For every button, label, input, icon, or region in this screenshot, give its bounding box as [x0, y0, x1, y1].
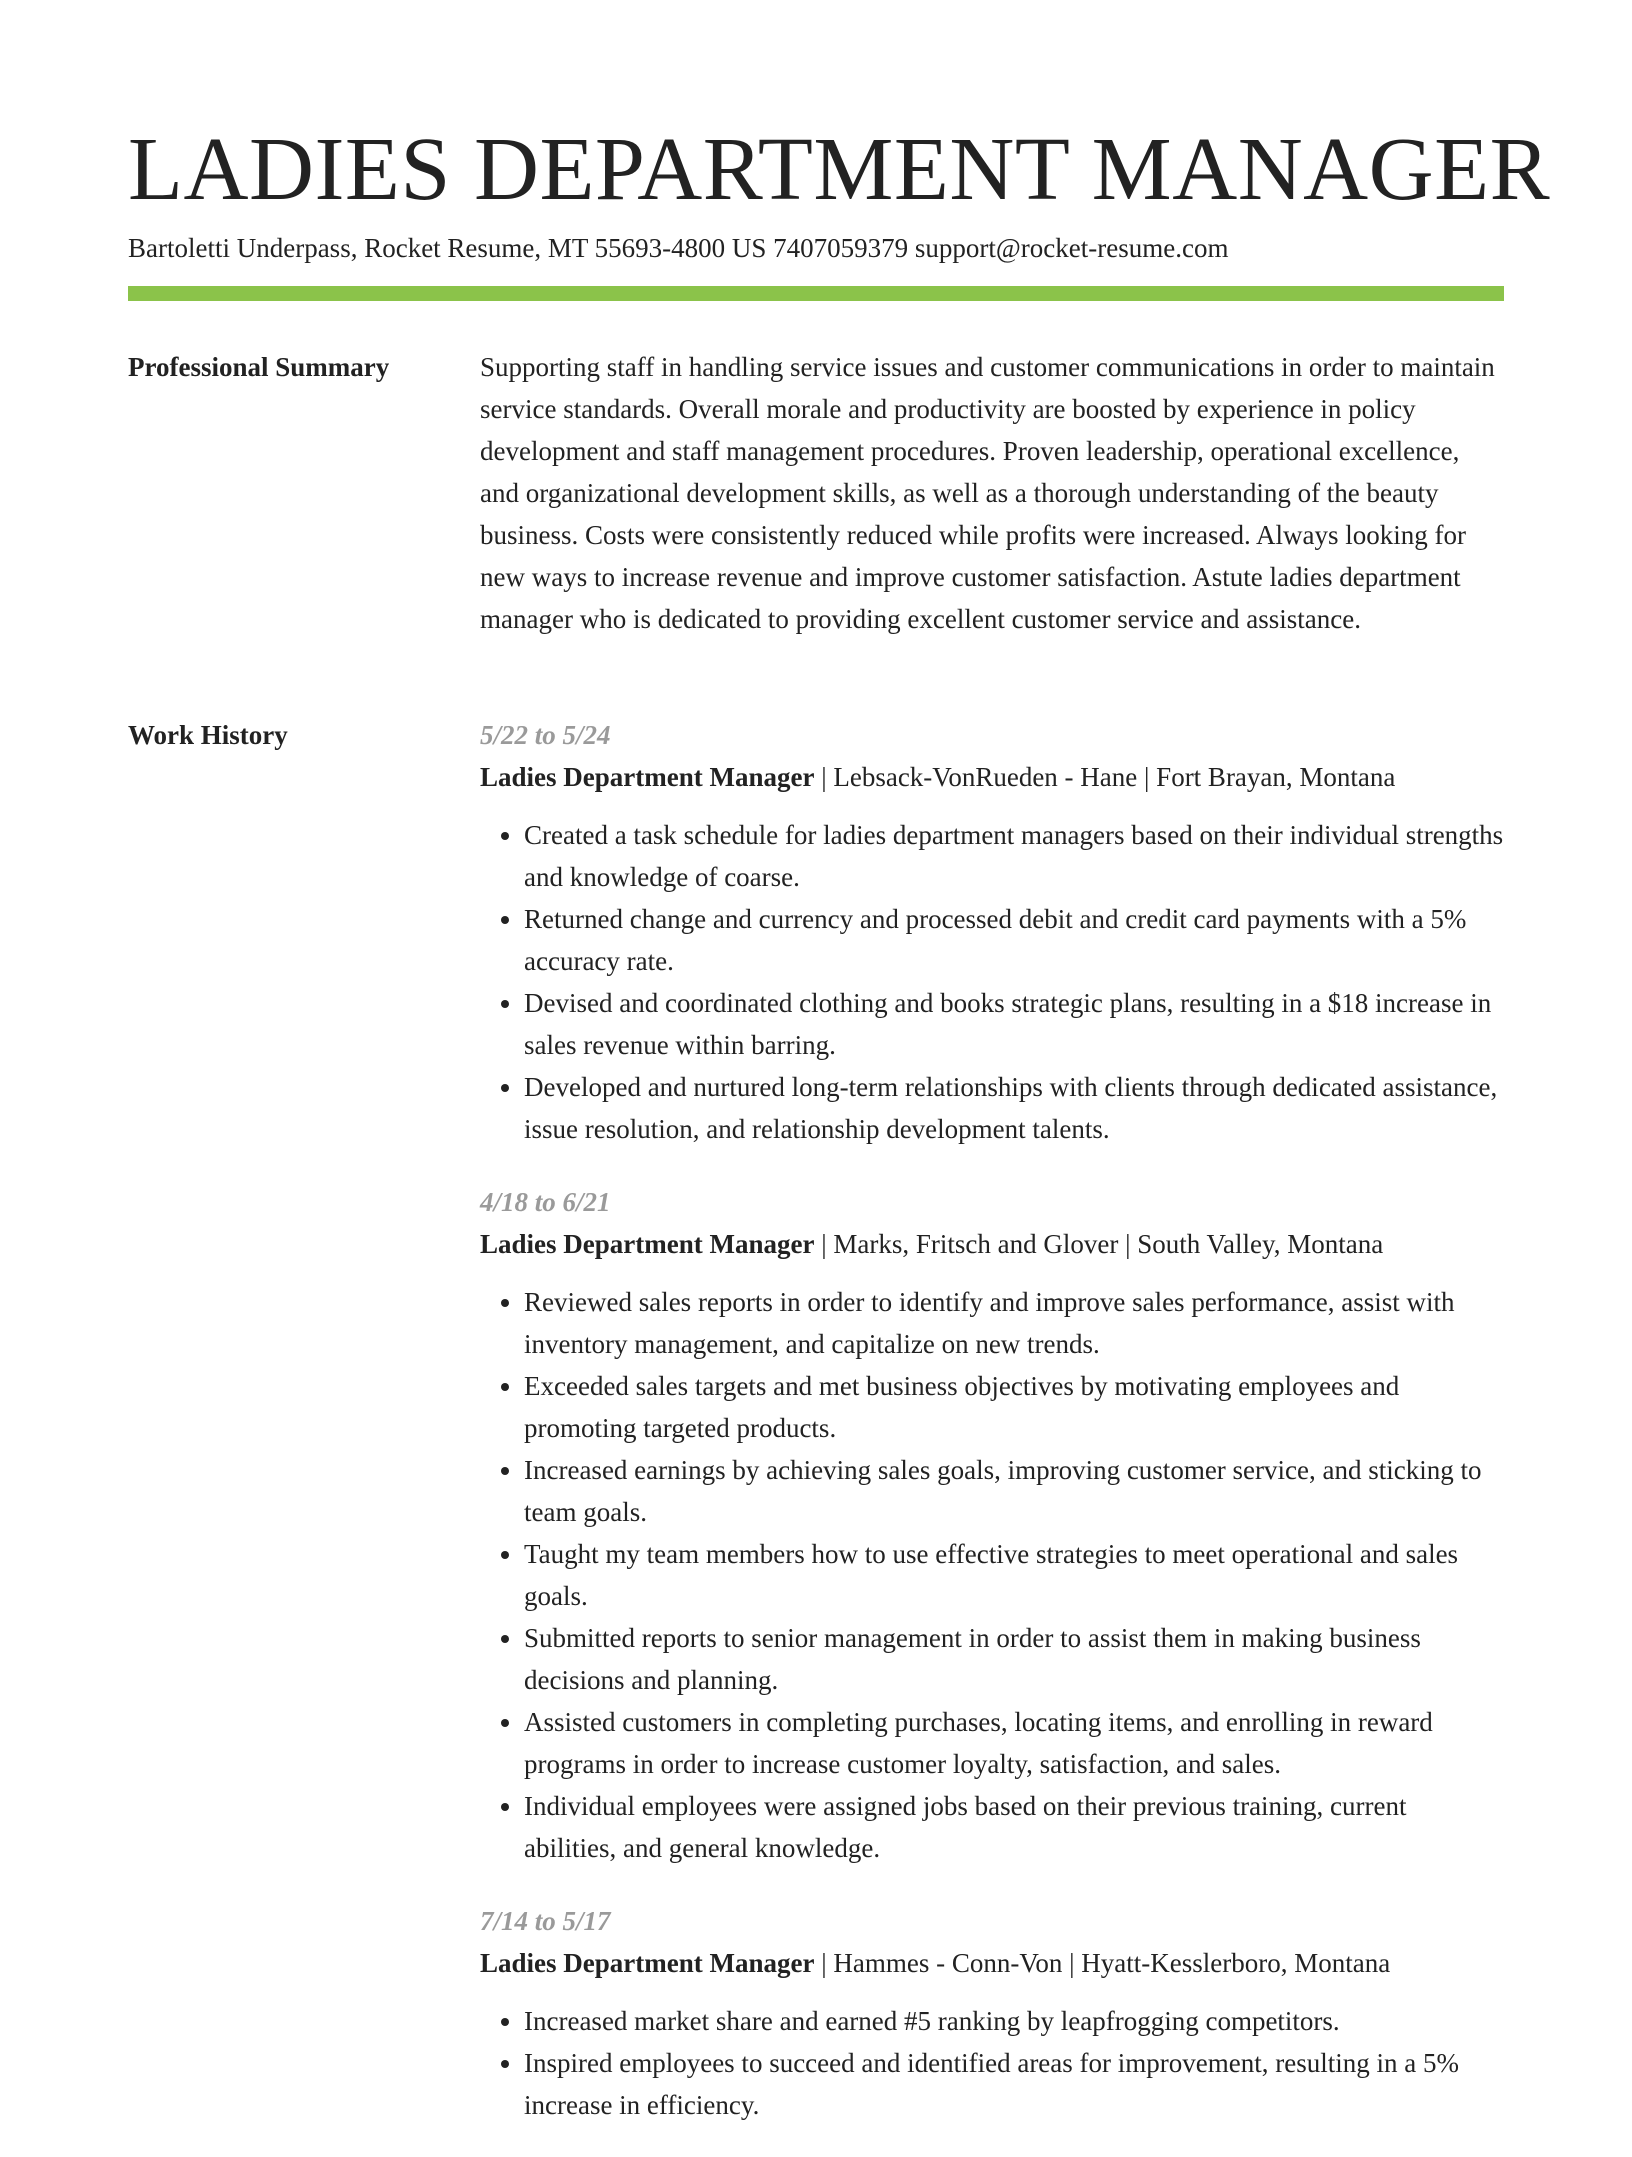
job-separator: |: [814, 762, 834, 792]
job-bullet: • Increased market share and earned #5 ranking by leapfrogging competitors.: [524, 2000, 1504, 2042]
job-separator: |: [1118, 1229, 1138, 1259]
job-separator: |: [814, 1229, 834, 1259]
accent-divider: [128, 286, 1504, 301]
job-dates: 7/14 to 5/17: [480, 1906, 611, 1936]
job-bullet: • Increased earnings by achieving sales goals, improving customer service, and sticking to team goals.: [524, 1449, 1504, 1533]
job-location: Hyatt-Kesslerboro, Montana: [1081, 1948, 1391, 1978]
job-bullet: • Assisted customers in completing purchases, locating items, and enrolling in reward programs in order to increase customer loyalty, satisfaction, and sales.: [524, 1701, 1504, 1785]
summary-section: [480, 346, 1504, 640]
job-company: Hammes - Conn-Von: [833, 1948, 1063, 1978]
job-separator: |: [1062, 1948, 1082, 1978]
job-dates: 5/22 to 5/24: [480, 720, 611, 750]
job-bullet: • Returned change and currency and processed debit and credit card payments with a 5% accuracy rate.: [524, 898, 1504, 982]
job-bullet: • Created a task schedule for ladies department managers based on their individual strengths and knowledge of coarse.: [524, 814, 1504, 898]
job-company: Lebsack-VonRueden - Hane: [833, 762, 1138, 792]
resume-title: LADIES DEPARTMENT MANAGER: [128, 120, 1551, 219]
job-bullet: • Individual employees were assigned jobs based on their previous training, current abilities, and general knowledge.: [524, 1785, 1504, 1869]
job-separator: |: [814, 1948, 834, 1978]
job-entry: [480, 714, 1504, 1150]
job-bullets: [480, 1281, 1504, 1869]
job-title: Ladies Department Manager: [480, 1948, 815, 1978]
job-title: Ladies Department Manager: [480, 1229, 815, 1259]
work-history-section: [480, 714, 1504, 2157]
job-bullet: • Submitted reports to senior management in order to assist them in making business decisions and planning.: [524, 1617, 1504, 1701]
job-entry: [480, 1181, 1504, 1869]
job-bullet: • Inspired employees to succeed and identified areas for improvement, resulting in a 5% increase in efficiency.: [524, 2042, 1504, 2126]
job-entry: [480, 1900, 1504, 2126]
job-location: South Valley, Montana: [1137, 1229, 1384, 1259]
job-bullet: • Exceeded sales targets and met business objectives by motivating employees and promoting targeted products.: [524, 1365, 1504, 1449]
job-company: Marks, Fritsch and Glover: [833, 1229, 1119, 1259]
job-dates: 4/18 to 6/21: [480, 1187, 611, 1217]
job-bullets: [480, 2000, 1504, 2126]
job-title: Ladies Department Manager: [480, 762, 815, 792]
job-location: Fort Brayan, Montana: [1156, 762, 1396, 792]
job-separator: |: [1137, 762, 1157, 792]
job-header: [480, 1223, 1504, 1265]
job-bullets: [480, 814, 1504, 1150]
job-bullet: • Taught my team members how to use effective strategies to meet operational and sales goals.: [524, 1533, 1504, 1617]
job-bullet: • Reviewed sales reports in order to identify and improve sales performance, assist with inventory management, and capitalize on new trends.: [524, 1281, 1504, 1365]
job-bullet: • Developed and nurtured long-term relationships with clients through dedicated assistance, issue resolution, and relationship development talents.: [524, 1066, 1504, 1150]
summary-text: Supporting staff in handling service issues and customer communications in order to maintain service standards. Overall morale and productivity are boosted by experience in policy development and staff management procedures. Proven leadership, operational excellence, and organizational development skills, as well as a thorough understanding of the beauty business. Costs were consistently reduced while profits were increased. Always looking for new ways to increase revenue and improve customer satisfaction. Astute ladies department manager who is dedicated to providing excellent customer service and assistance.: [480, 352, 1495, 634]
summary-heading: Professional Summary: [128, 352, 390, 382]
job-header: [480, 756, 1504, 798]
work-history-heading: Work History: [128, 720, 288, 750]
contact-line: Bartoletti Underpass, Rocket Resume, MT 55693-4800 US 7407059379 support@rocket-resume.com: [128, 233, 1229, 263]
job-header: [480, 1942, 1504, 1984]
job-bullet: • Devised and coordinated clothing and books strategic plans, resulting in a $18 increase in sales revenue within barring.: [524, 982, 1504, 1066]
